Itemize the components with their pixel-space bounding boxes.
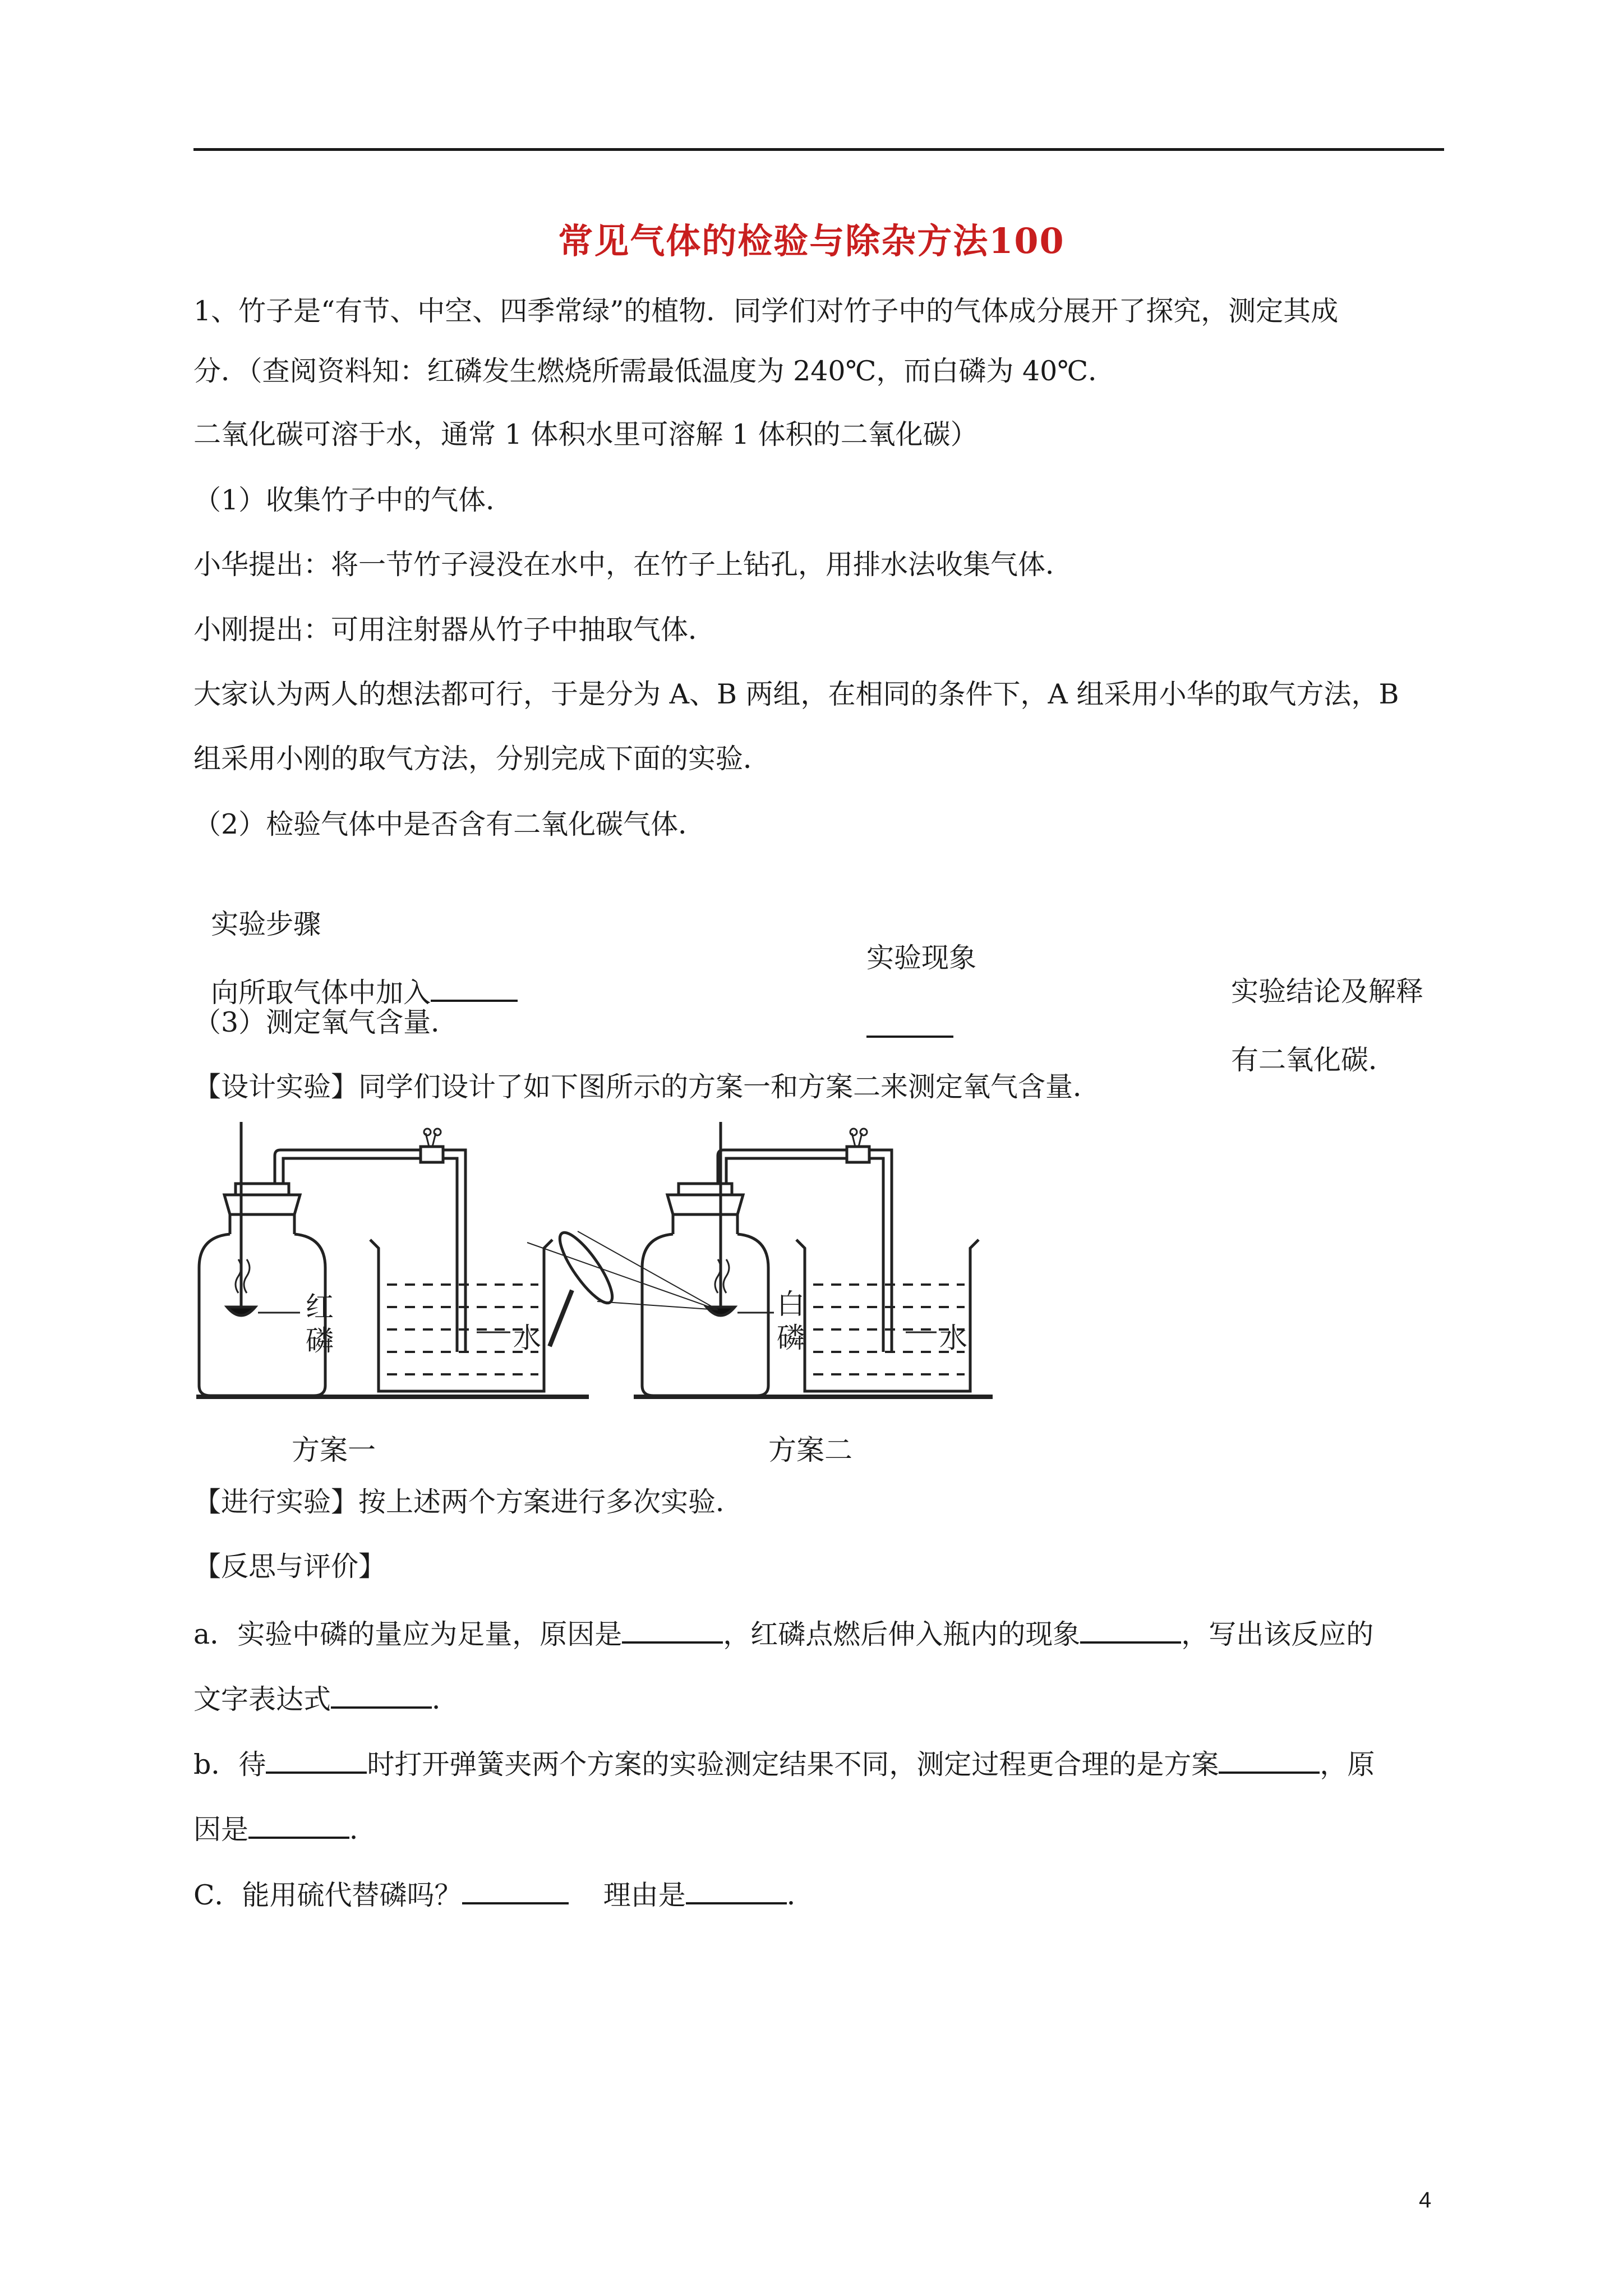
answer-blank[interactable] — [431, 974, 518, 1002]
question-1-line-2: 分．（查阅资料知：红磷发生燃烧所需最低温度为 240℃，而白磷为 40℃． — [193, 355, 1116, 387]
reflection-heading: 【反思与评价】 — [193, 1550, 386, 1582]
answer-blank[interactable] — [462, 1876, 569, 1904]
subquestion-3: （3）测定氧气含量． — [193, 1006, 459, 1038]
answer-blank[interactable] — [686, 1876, 787, 1904]
label-red: 红 — [306, 1291, 334, 1323]
subquestion-2: （2）检验气体中是否含有二氧化碳气体． — [193, 808, 706, 840]
design-experiment: 【设计实验】同学们设计了如下图所示的方案一和方案二来测定氧气含量． — [193, 1071, 1101, 1103]
page-number: 4 — [1419, 2188, 1432, 2212]
answer-blank[interactable] — [1219, 1746, 1320, 1774]
group-plan-line-2: 组采用小刚的取气方法，分别完成下面的实验． — [193, 743, 771, 775]
label-plan-1: 方案一 — [292, 1434, 376, 1466]
question-a-line-1: a．实验中磷的量应为足量，原因是 ，红磷点燃后伸入瓶内的现象 ，写出该反应的 — [193, 1616, 1373, 1651]
answer-blank[interactable] — [331, 1681, 432, 1709]
xiaohua-proposal: 小华提出：将一节竹子浸没在水中，在竹子上钻孔，用排水法收集气体． — [193, 549, 1073, 581]
question-b-line-2: 因是 ． — [193, 1811, 377, 1847]
group-plan-line-1: 大家认为两人的想法都可行，于是分为 A、B 两组，在相同的条件下，A 组采用小华的取气方法，B — [193, 678, 1399, 710]
answer-blank[interactable] — [266, 1746, 367, 1774]
question-c: C．能用硫代替磷吗？ 理由是 ． — [193, 1876, 814, 1912]
question-b-line-1: b．待 时打开弹簧夹两个方案的实验测定结果不同，测定过程更合理的是方案 ，原 — [193, 1746, 1375, 1782]
table-header-steps: 实验步骤 — [211, 908, 321, 940]
page-title: 常见气体的检验与除杂方法100 — [558, 220, 1065, 261]
table-header-conclusion: 实验结论及解释 — [1231, 976, 1424, 1007]
conduct-experiment: 【进行实验】按上述两个方案进行多次实验． — [193, 1486, 744, 1518]
label-phosphorus: 磷 — [777, 1322, 805, 1354]
label-plan-2: 方案二 — [768, 1434, 852, 1466]
answer-blank[interactable] — [622, 1616, 723, 1644]
label-water: 水 — [939, 1322, 967, 1354]
question-1-line-1: 1、竹子是“有节、中空、四季常绿”的植物．同学们对竹子中的气体成分展开了探究，测定其成 — [193, 295, 1339, 327]
answer-blank[interactable] — [248, 1811, 349, 1839]
label-water: 水 — [513, 1322, 541, 1354]
table-cell-phenomenon — [866, 1010, 953, 1046]
answer-blank[interactable] — [866, 1010, 953, 1038]
apparatus-figure — [185, 1122, 998, 1481]
question-a-line-2: 文字表达式 ． — [193, 1681, 459, 1717]
xiaogang-proposal: 小刚提出：可用注射器从竹子中抽取气体． — [193, 614, 716, 646]
answer-blank[interactable] — [1080, 1616, 1181, 1644]
question-1-line-3: 二氧化碳可溶于水，通常 1 体积水里可溶解 1 体积的二氧化碳） — [193, 418, 978, 450]
table-cell-step: 向所取气体中加入 — [211, 977, 431, 1009]
header-rule — [193, 148, 1444, 151]
table-cell-conclusion: 有二氧化碳． — [1231, 1044, 1396, 1076]
subquestion-1: （1）收集竹子中的气体． — [193, 484, 514, 516]
label-white: 白 — [777, 1288, 805, 1320]
table-header-phenomenon: 实验现象 — [866, 942, 977, 974]
label-phosphorus: 磷 — [306, 1324, 334, 1357]
